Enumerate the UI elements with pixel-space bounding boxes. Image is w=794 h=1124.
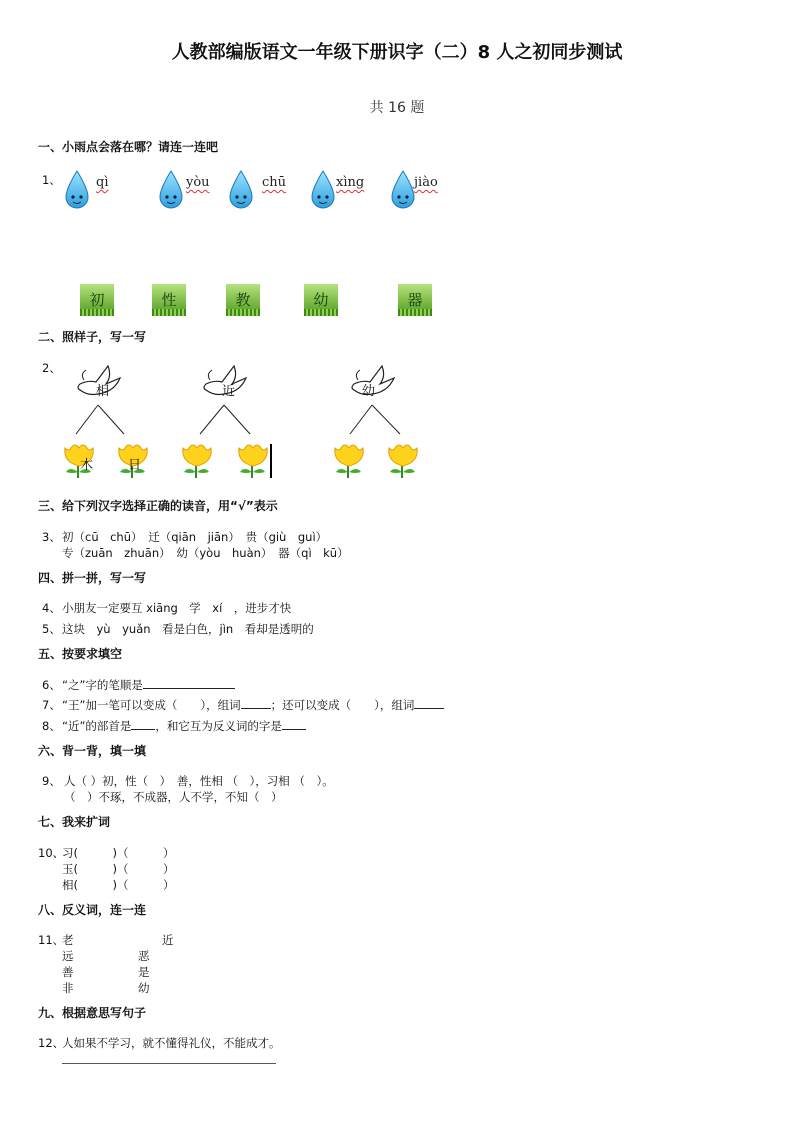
q3-number: 3、 [42,530,61,544]
section-5-heading: 五、按要求填空 [38,647,123,661]
tulip-icon [180,442,214,478]
q8-text-b: ，和它互为反义词的字是 [155,719,282,733]
tulip-char-1: 木 [80,458,94,473]
q10-row-1: 习( )（ ） [62,846,175,860]
drop-pinyin-5: jiào [414,175,438,190]
antonym-left-3: 善 [62,965,74,979]
bird-char-1: 相 [96,384,110,399]
tulip-char-2: 日 [128,458,142,473]
q10-row-3: 相( )（ ） [62,878,175,892]
antonym-left-4: 非 [62,981,74,995]
q11-number: 11、 [38,933,65,947]
q7-text-a: “王”加一笔可以变成（ ），组词 [62,698,241,712]
q3-row-2: 专（zuān zhuān） 幼（yòu huàn） 器（qì kū） [62,546,349,560]
q7-line [62,697,444,713]
antonym-right-3: 是 [138,965,150,979]
tulip-icon [236,442,270,478]
antonym-right-4: 幼 [138,981,150,995]
q7-number: 7、 [42,698,61,712]
section-7-heading: 七、我来扩词 [38,815,111,829]
antonym-right-2: 恶 [138,949,150,963]
q8-blank-1[interactable] [131,718,155,730]
drop-pinyin-2: yòu [186,175,210,190]
bird-char-2: 近 [222,384,236,399]
q3-row-1: 初（cū chū） 迁（qiān jiān） 贵（giù guì） [62,530,328,544]
q6-line [62,677,235,693]
grass-card-2: 性 [152,284,186,316]
q9-row-1: 人（ ）初，性（ ） 善，性相 （ ），习相 （ ）。 [64,774,334,788]
antonym-left-1: 老 [62,933,74,947]
branch-lines [0,0,794,500]
q8-number: 8、 [42,719,61,733]
drop-pinyin-4: xìng [336,175,365,190]
antonym-right-1: 近 [162,933,174,947]
q1-number: 1、 [42,173,61,187]
q8-text-a: “近”的部首是 [62,719,132,733]
q12-number: 12、 [38,1036,65,1050]
page-title: 人教部编版语文一年级下册识字（二）8 人之初同步测试 [171,42,623,63]
section-3-heading: 三、给下列汉字选择正确的读音，用“√”表示 [38,499,278,513]
q5-number: 5、 [42,622,61,636]
antonym-left-2: 远 [62,949,74,963]
q9-number: 9、 [42,774,61,788]
drop-pinyin-3: chū [262,175,287,190]
tulip-icon [386,442,420,478]
drop-pinyin-1: qì [96,175,109,190]
q8-line [62,718,306,734]
grass-card-1: 初 [80,284,114,316]
q10-row-2: 玉( )（ ） [62,862,175,876]
question-count: 共 16 题 [369,100,425,116]
q5-text: 这块 yù yuǎn 看是白色，jìn 看却是透明的 [62,622,314,636]
q6-text: “之”字的笔顺是 [62,678,143,692]
section-1-heading: 一、小雨点会落在哪？请连一连吧 [38,140,219,154]
q9-row-2: （ ）不琢，不成器，人不学，不知（ ） [64,790,283,804]
bird-char-3: 幼 [362,384,376,399]
q2-number: 2、 [42,361,61,375]
section-6-heading: 六、背一背，填一填 [38,744,147,758]
tulip-icon [332,442,366,478]
q12-answer-line[interactable] [62,1063,276,1064]
q7-blank-2[interactable] [414,697,444,709]
q4-text: 小朋友一定要互 xiāng 学 xí ，进步才快 [62,601,292,615]
grass-card-5: 器 [398,284,432,316]
section-8-heading: 八、反义词，连一连 [38,903,147,917]
q7-blank-1[interactable] [241,697,271,709]
grass-card-4: 幼 [304,284,338,316]
section-4-heading: 四、拼一拼，写一写 [38,571,147,585]
q6-number: 6、 [42,678,61,692]
q4-number: 4、 [42,601,61,615]
q7-text-b: ；还可以变成（ ），组词 [270,698,415,712]
section-9-heading: 九、根据意思写句子 [38,1006,147,1020]
section-2-heading: 二、照样子，写一写 [38,330,147,344]
q8-blank-2[interactable] [282,718,306,730]
q10-number: 10、 [38,846,65,860]
q6-blank[interactable] [143,677,235,689]
q12-text: 人如果不学习，就不懂得礼仪，不能成才。 [62,1036,281,1050]
grass-card-3: 教 [226,284,260,316]
